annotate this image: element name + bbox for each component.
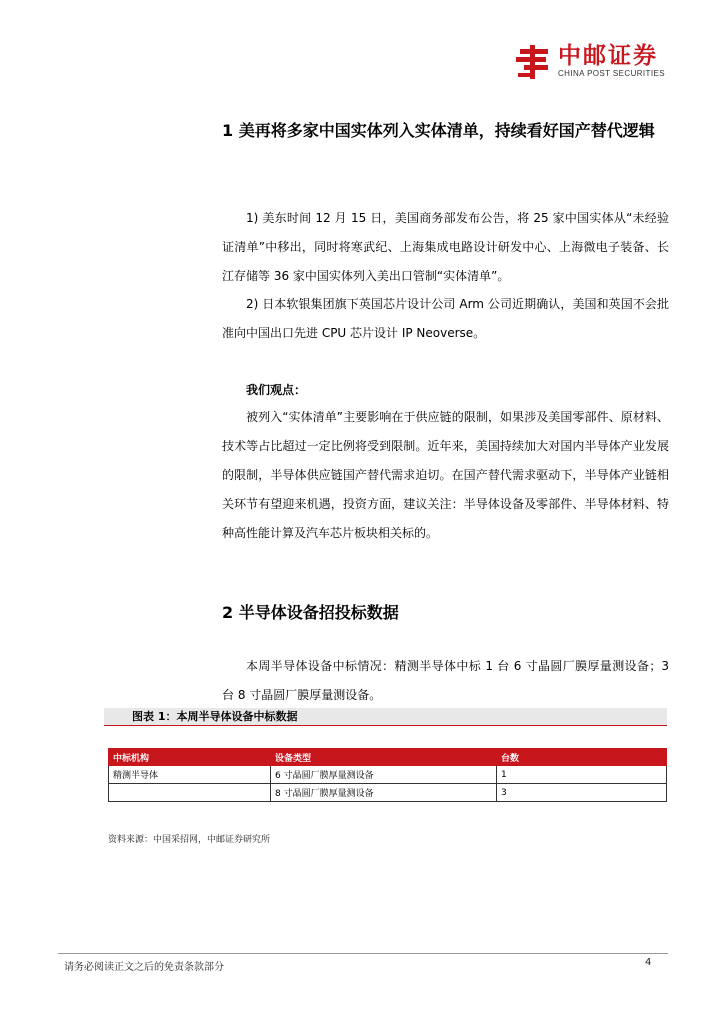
logo-english-name: CHINA POST SECURITIES xyxy=(558,69,665,78)
our-view-label: 我们观点： xyxy=(246,383,307,397)
section-2-heading: 2 半导体设备招投标数据 xyxy=(222,603,399,622)
cell-quantity: 3 xyxy=(497,784,667,802)
cell-equipment-type: 8 寸晶圆厂膜厚量测设备 xyxy=(271,784,497,802)
cell-equipment-type: 6 寸晶圆厂膜厚量测设备 xyxy=(271,766,497,784)
china-post-logo-icon xyxy=(514,43,552,81)
header-quantity: 台数 xyxy=(497,749,667,766)
cell-bidder: 精测半导体 xyxy=(109,766,271,784)
company-logo xyxy=(514,43,674,81)
footer-disclaimer: 请务必阅读正文之后的免责条款部分 xyxy=(64,962,224,973)
section-1-paragraph-1: 1) 美东时间 12 月 15 日，美国商务部发布公告，将 25 家中国实体从“未经验证清单”中移出，同时将寒武纪、上海集成电路设计研发中心、上海微电子装备、长江存储等 36 家中国实体列入美出口管制“实体清单”。 xyxy=(222,211,669,283)
cell-bidder xyxy=(109,784,271,802)
section-1-heading: 1 美再将多家中国实体列入实体清单，持续看好国产替代逻辑 xyxy=(222,121,655,140)
logo-chinese-name: 中邮证券 xyxy=(558,43,658,69)
bid-data-table xyxy=(108,748,667,802)
figure-title: 图表 1：本周半导体设备中标数据 xyxy=(104,708,667,726)
header-bidder: 中标机构 xyxy=(109,749,271,766)
footer-divider xyxy=(58,953,668,954)
cell-quantity: 1 xyxy=(497,766,667,784)
page-number: 4 xyxy=(645,957,652,968)
table-row xyxy=(109,766,667,784)
header-equipment-type: 设备类型 xyxy=(271,749,497,766)
our-view-paragraph: 被列入“实体清单”主要影响在于供应链的限制，如果涉及美国零部件、原材料、技术等占比超过一定比例将受到限制。近年来，美国持续加大对国内半导体产业发展的限制，半导体供应链国产替代需求迫切。在国产替代需求驱动下，半导体产业链相关环节有望迎来机遇，投资方面，建议关注：半导体设备及零部件、半导体材料、特种高性能计算及汽车芯片板块相关标的。 xyxy=(222,410,669,540)
figure-source: 资料来源：中国采招网，中邮证券研究所 xyxy=(108,835,271,845)
section-1-paragraph-2: 2) 日本软银集团旗下英国芯片设计公司 Arm 公司近期确认，美国和英国不会批准向中国出口先进 CPU 芯片设计 IP Neoverse。 xyxy=(222,297,669,340)
table-header-row xyxy=(109,749,667,766)
section-2-paragraph: 本周半导体设备中标情况：精测半导体中标 1 台 6 寸晶圆厂膜厚量测设备；3 台 8 寸晶圆厂膜厚量测设备。 xyxy=(222,659,669,702)
table-row xyxy=(109,784,667,802)
